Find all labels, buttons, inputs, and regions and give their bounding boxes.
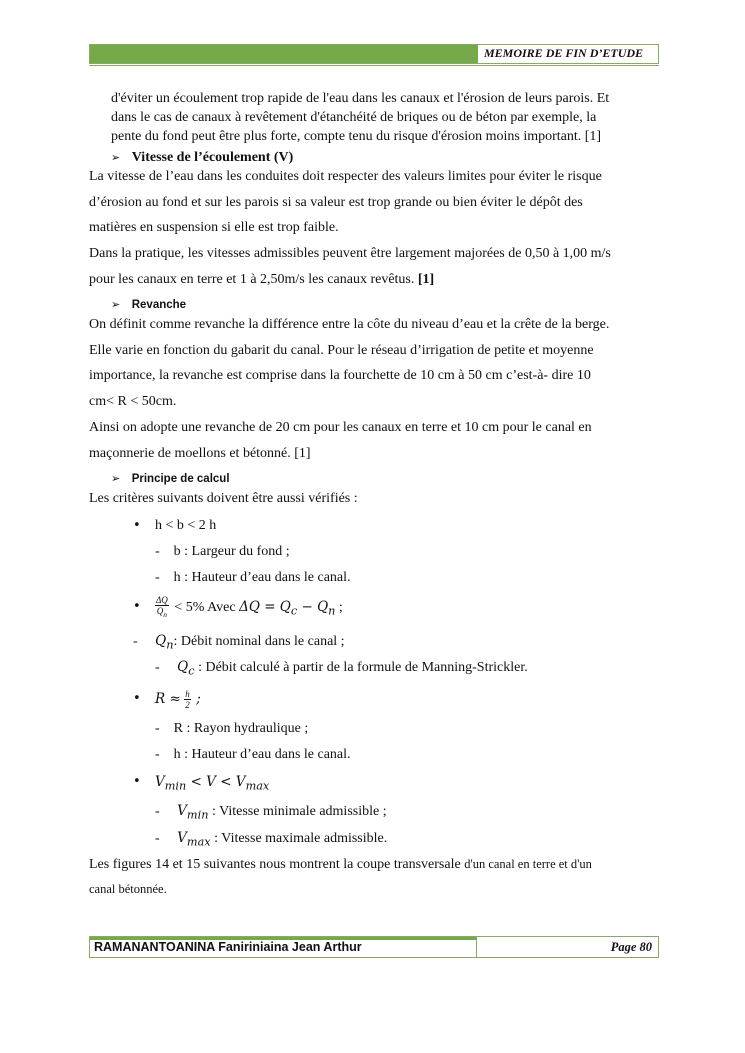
intro-line: d'éviter un écoulement trop rapide de l'eau dans les canaux et l'érosion de leurs parois. Et [111, 91, 610, 106]
arrow-bullet-icon: ➢ [111, 298, 121, 311]
paragraph-line: canal bétonnée. [89, 882, 167, 896]
footer-page-number: Page 80 [610, 940, 652, 954]
criterion-detail: - R : Rayon hydraulique ; [155, 721, 309, 736]
criterion-item: • h < b < 2 h [133, 518, 217, 533]
paragraph-line: Dans la pratique, les vitesses admissibles peuvent être largement majorées de 0,50 à 1,00 m/s [89, 246, 611, 261]
paragraph-line: Elle varie en fonction du gabarit du canal. Pour le réseau d’irrigation de petite et moyenne [89, 343, 594, 358]
paragraph-line: maçonnerie de moellons et bétonné. [1] [89, 446, 311, 461]
arrow-bullet-icon: ➢ [111, 151, 121, 164]
arrow-bullet-icon: ➢ [111, 472, 121, 485]
section-heading-principe: ➢ Principe de calcul [111, 472, 230, 485]
intro-line: dans le cas de canaux à revêtement d'étanchéité de briques ou de béton par exemple, la [111, 110, 597, 125]
paragraph-line: importance, la revanche est comprise dans la fourchette de 10 cm à 50 cm c’est-à- dire 10 [89, 368, 591, 383]
header-rule [89, 65, 659, 66]
header-accent-bar [90, 45, 478, 63]
criterion-detail: - h : Hauteur d’eau dans le canal. [155, 747, 351, 762]
criterion-detail: - $Q_n$: Débit nominal dans le canal ; [133, 633, 345, 652]
page-header [89, 44, 659, 64]
paragraph-line: pour les canaux en terre et 1 à 2,50m/s les canaux revêtus. [1] [89, 272, 435, 287]
bullet-dot-icon: • [133, 599, 141, 614]
section-heading-revanche: ➢ Revanche [111, 298, 187, 311]
criterion-detail: - b : Largeur du fond ; [155, 544, 290, 559]
fraction: $\frac{h}{2}$ [185, 689, 190, 711]
criterion-item: • $V_{min} < V < V_{max}$ [133, 774, 270, 793]
page-footer [89, 936, 659, 958]
paragraph-line: La vitesse de l’eau dans les conduites doit respecter des valeurs limites pour éviter le risque [89, 169, 602, 184]
bullet-dot-icon: • [133, 774, 141, 789]
paragraph-line: cm< R < 50cm. [89, 394, 177, 409]
bullet-dot-icon: • [133, 691, 141, 706]
paragraph-line: Les critères suivants doivent être aussi vérifiés : [89, 491, 358, 506]
criterion-detail: - $V_{max}$ : Vitesse maximale admissible. [155, 830, 388, 849]
footer-author: RAMANANTOANINA Faniriniaina Jean Arthur [94, 940, 362, 954]
criterion-detail: - h : Hauteur d’eau dans le canal. [155, 570, 351, 585]
section-heading-vitesse: ➢ Vitesse de l’écoulement (V) [111, 150, 294, 165]
criterion-detail: - $V_{min}$ : Vitesse minimale admissible ; [155, 803, 387, 822]
footer-divider [476, 937, 477, 957]
fraction: $\frac{\Delta Q}{Q_n}$ [156, 595, 168, 620]
paragraph-line: Les figures 14 et 15 suivantes nous montrent la coupe transversale d'un canal en terre et d'un [89, 857, 592, 872]
paragraph-line: On définit comme revanche la différence entre la côte du niveau d’eau et la crête de la berge. [89, 317, 610, 332]
paragraph-line: d’érosion au fond et sur les parois si sa valeur est trop grande ou bien éviter le dépôt des [89, 195, 583, 210]
intro-line: pente du fond peut être plus forte, compte tenu du risque d'érosion moins important. [1] [111, 129, 602, 144]
bullet-dot-icon: • [133, 518, 141, 533]
criterion-item: • $\frac{\Delta Q}{Q_n}$ < 5% Avec $\Delta Q = Q_c - Q_n$ ; [133, 595, 343, 620]
paragraph-line: matières en suspension si elle est trop faible. [89, 220, 339, 235]
paragraph-line: Ainsi on adopte une revanche de 20 cm pour les canaux en terre et 10 cm pour le canal en [89, 420, 592, 435]
criterion-item: • R ≈ $\frac{h}{2}$ ; [133, 689, 201, 711]
header-title: MEMOIRE DE FIN D’ETUDE [484, 46, 644, 60]
criterion-detail: - $Q_c$ : Débit calculé à partir de la formule de Manning-Strickler. [155, 659, 528, 678]
